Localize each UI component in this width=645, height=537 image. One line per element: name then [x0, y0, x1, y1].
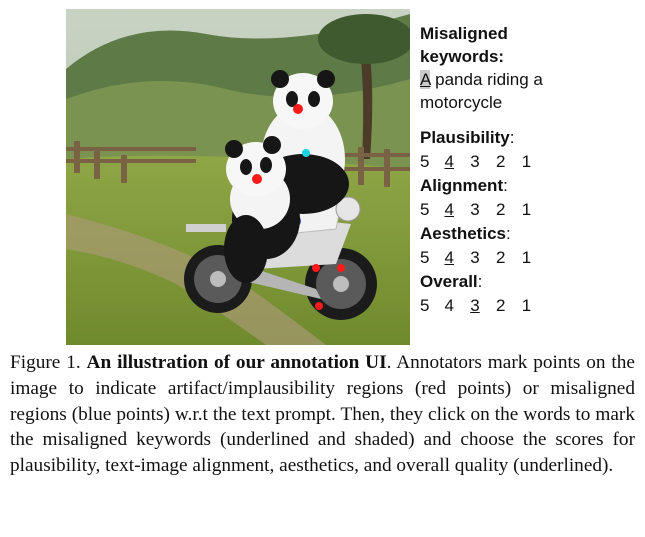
score-row [420, 198, 635, 222]
score-option[interactable]: 3 [470, 200, 480, 219]
prompt-text[interactable]: panda riding a [430, 70, 543, 89]
score-row [420, 294, 635, 318]
score-option[interactable]: 5 [420, 248, 430, 267]
score-option[interactable]: 1 [521, 152, 532, 171]
prompt-text-line-2[interactable]: motorcycle [420, 93, 503, 112]
metric-label: Aesthetics [420, 224, 506, 243]
red-point[interactable] [337, 264, 345, 272]
score-option-selected[interactable]: 4 [444, 152, 454, 171]
metric-plausibility: Plausibility: 5 4 3 2 1 [420, 126, 635, 174]
caption-prefix: Figure 1. [10, 352, 87, 373]
score-option[interactable]: 2 [495, 248, 506, 267]
misaligned-keywords-title: Misaligned keywords: [420, 24, 508, 66]
caption-title: An illustration of our annotation UI [86, 352, 387, 373]
score-option[interactable]: 1 [521, 248, 532, 267]
score-option[interactable]: 5 [420, 296, 430, 315]
score-row [420, 150, 635, 174]
red-point[interactable] [315, 302, 323, 310]
score-option[interactable]: 3 [470, 248, 480, 267]
score-option[interactable]: 5 [420, 152, 430, 171]
score-option-selected[interactable]: 4 [444, 248, 454, 267]
metric-alignment: Alignment: 5 4 3 2 1 [420, 174, 635, 222]
metric-aesthetics: Aesthetics: 5 4 3 2 1 [420, 222, 635, 270]
score-option-selected[interactable]: 4 [444, 200, 454, 219]
metric-label: Overall [420, 272, 478, 291]
score-option[interactable]: 3 [470, 152, 480, 171]
panda-motorcycle-illustration[interactable] [66, 9, 410, 345]
red-point[interactable] [252, 174, 262, 184]
score-row [420, 246, 635, 270]
score-option[interactable]: 2 [495, 200, 506, 219]
score-option[interactable]: 2 [495, 152, 506, 171]
score-option[interactable]: 4 [444, 296, 454, 315]
red-point[interactable] [293, 104, 303, 114]
score-option[interactable]: 1 [521, 200, 532, 219]
caption-body: . Annotators mark points on the image to indicate artifact/implausibility regions (red points) or misaligned regions (blue points) w.r.t the text prompt. Then, they click on the words to mark the misaligned keywords (underlined and shaded) and choose the scores for plausibility, text-image alignment, aesthetics, and overall quality (underlined). [10, 352, 635, 477]
metric-label: Alignment [420, 176, 504, 195]
tree-canopy [318, 14, 410, 64]
red-point[interactable] [312, 264, 320, 272]
metric-label: Plausibility [420, 128, 510, 147]
blue-point[interactable] [302, 149, 310, 157]
score-option[interactable]: 1 [521, 296, 532, 315]
score-option[interactable]: 5 [420, 200, 430, 219]
metric-overall: Overall: 5 4 3 2 1 [420, 270, 635, 318]
score-option[interactable]: 2 [495, 296, 506, 315]
figure-caption [10, 350, 635, 479]
annotated-image[interactable] [66, 9, 410, 345]
annotation-panel [420, 22, 635, 318]
score-option-selected[interactable]: 3 [470, 296, 480, 315]
text-prompt [420, 68, 635, 114]
prompt-word-highlighted[interactable]: A [420, 70, 431, 89]
